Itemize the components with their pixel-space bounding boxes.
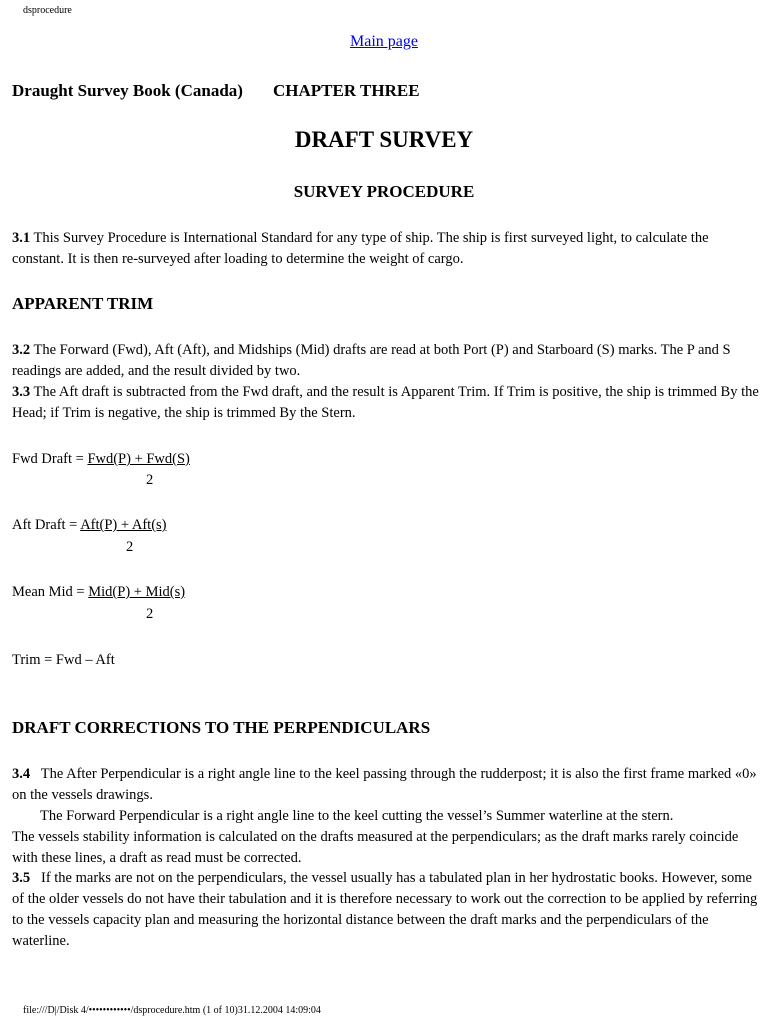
- formula-label: Mean Mid =: [12, 584, 89, 600]
- page-subheading: SURVEY PROCEDURE: [293, 182, 475, 201]
- paragraph-number: 3.1: [12, 230, 31, 246]
- section-heading-apparent-trim: APPARENT TRIM: [12, 294, 154, 313]
- main-page-link[interactable]: Main page: [350, 33, 418, 50]
- paragraph-continuation: The Forward Perpendicular is a right angle line to the keel cutting the vessel’s Summer waterline at the stern.: [40, 808, 674, 824]
- paragraph-number: 3.4: [12, 766, 31, 782]
- paragraph-3-3: [12, 382, 760, 424]
- formula-numerator: Fwd(P) + Fwd(S): [87, 451, 190, 467]
- paragraph-text: The Aft draft is subtracted from the Fwd draft, and the result is Apparent Trim. If Trim is positive, the ship is trimmed By the Head; if Trim is negative, the ship is trimmed By the Stern.: [12, 384, 759, 421]
- page-header-title: dsprocedure: [23, 5, 72, 16]
- paragraph-number: 3.2: [12, 342, 31, 358]
- formula-numerator: Aft(P) + Aft(s): [80, 517, 167, 533]
- section-heading-draft-corrections: DRAFT CORRECTIONS TO THE PERPENDICULARS: [12, 718, 431, 737]
- page-heading: DRAFT SURVEY: [294, 127, 474, 152]
- formula-fwd-draft: [12, 451, 190, 468]
- formula-denominator: 2: [126, 539, 134, 555]
- paragraph-number: 3.5: [12, 870, 31, 886]
- paragraph-text: This Survey Procedure is International Standard for any type of ship. The ship is first surveyed light, to calculate the constant. It is then re-surveyed after loading to determine the weight of cargo.: [12, 230, 709, 267]
- paragraph-3-5: [12, 868, 760, 952]
- chapter-title: CHAPTER THREE: [273, 81, 420, 100]
- book-title: Draught Survey Book (Canada): [12, 81, 243, 100]
- page-footer: file:///D|/Disk 4/••••••••••••/dsprocedure.htm (1 of 10)31.12.2004 14:09:04: [23, 1005, 321, 1016]
- paragraph-text: The After Perpendicular is a right angle line to the keel passing through the rudderpost; it is also the first frame marked «0» on the vessels drawings.: [12, 766, 761, 803]
- paragraph-text: The Forward (Fwd), Aft (Aft), and Midships (Mid) drafts are read at both Port (P) and Starboard (S) marks. The P and S readings are added, and the result divided by two.: [12, 342, 731, 379]
- formula-trim: Trim = Fwd – Aft: [12, 652, 115, 668]
- paragraph-continuation: The vessels stability information is calculated on the drafts measured at the perpendiculars; as the draft marks rarely coincide with these lines, a draft as read must be corrected.: [12, 829, 739, 866]
- formula-mean-mid: [12, 584, 185, 601]
- paragraph-3-4: [12, 764, 760, 869]
- formula-label: Fwd Draft =: [12, 451, 88, 467]
- formula-denominator: 2: [146, 606, 154, 622]
- formula-aft-draft: [12, 517, 167, 534]
- paragraph-number: 3.3: [12, 384, 31, 400]
- formula-numerator: Mid(P) + Mid(s): [88, 584, 186, 600]
- formula-label: Aft Draft =: [12, 517, 81, 533]
- paragraph-text: If the marks are not on the perpendiculars, the vessel usually has a tabulated plan in her hydrostatic books. However, some of the older vessels do not have their tabulation and it is therefore necessary to work out the correction to be applied by referring to the vessels capacity plan and measuring the horizontal distance between the draft marks and the perpendiculars of the waterline.: [12, 870, 761, 949]
- formula-denominator: 2: [146, 472, 154, 488]
- paragraph-3-1: [12, 228, 760, 270]
- paragraph-3-2: [12, 340, 760, 382]
